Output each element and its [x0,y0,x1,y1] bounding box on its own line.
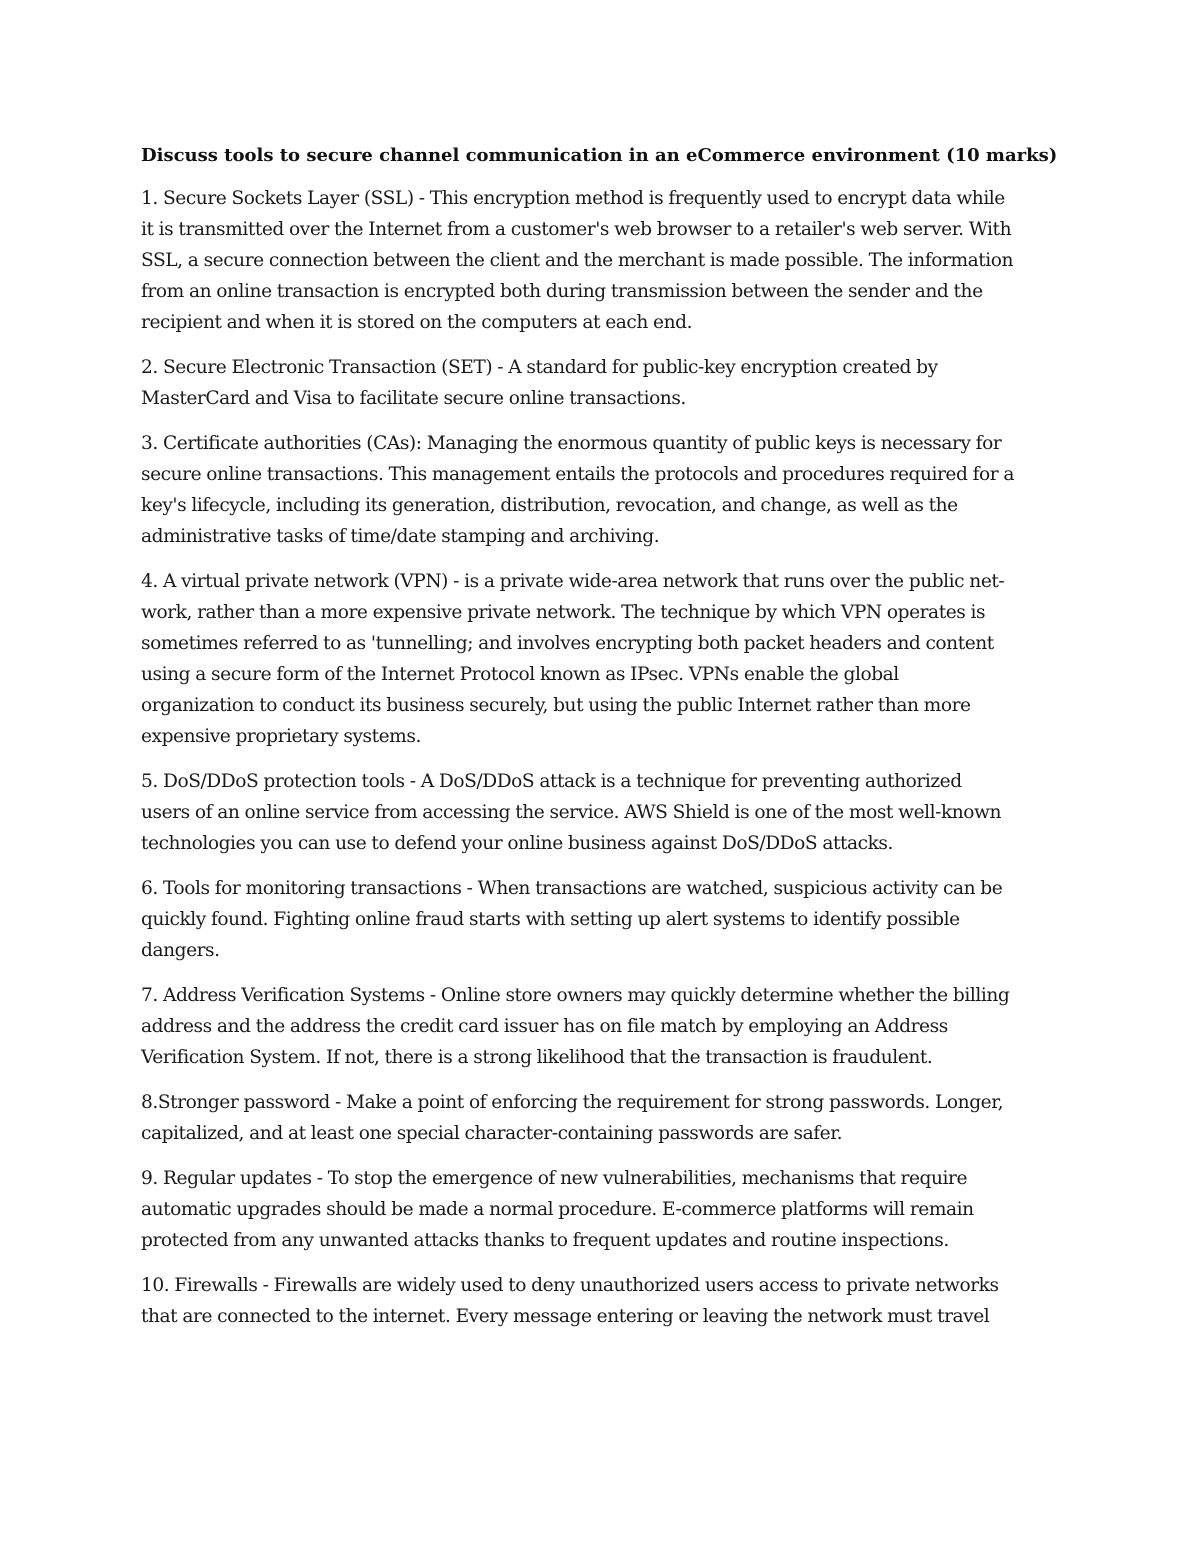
paragraph-item [141,352,1060,414]
paragraph-item [141,873,1060,966]
paragraph-item [141,980,1060,1073]
paragraph-line: 2. Secure Electronic Transaction (SET) - A standard for public-key encryption created by [141,357,938,378]
paragraph-line: sometimes referred to as 'tunnelling; and involves encrypting both packet headers and content [141,633,994,654]
paragraph-line: administrative tasks of time/date stamping and archiving. [141,526,660,547]
paragraph-item [141,183,1060,338]
paragraph-line: automatic upgrades should be made a normal procedure. E-commerce platforms will remain [141,1199,974,1220]
paragraph-line: SSL, a secure connection between the client and the merchant is made possible. The information [141,250,1014,271]
paragraph-line: 1. Secure Sockets Layer (SSL) - This encryption method is frequently used to encrypt data while [141,188,1005,209]
paragraph-line: Verification System. If not, there is a strong likelihood that the transaction is fraudulent. [141,1047,933,1068]
document-heading: Discuss tools to secure channel communication in an eCommerce environment (10 marks) [141,145,1058,166]
paragraph-line: 3. Certificate authorities (CAs): Managing the enormous quantity of public keys is necessary for [141,433,1002,454]
paragraph-line: 5. DoS/DDoS protection tools - A DoS/DDoS attack is a technique for preventing authorized [141,771,962,792]
paragraph-item [141,1270,1060,1332]
paragraph-line: that are connected to the internet. Every message entering or leaving the network must travel [141,1306,990,1327]
paragraph-line: work, rather than a more expensive private network. The technique by which VPN operates is [141,602,986,623]
paragraph-line: secure online transactions. This management entails the protocols and procedures required for a [141,464,1014,485]
paragraph-line: 8.Stronger password - Make a point of enforcing the requirement for strong passwords. Longer, [141,1092,1004,1113]
paragraph-line: 4. A virtual private network (VPN) - is a private wide-area network that runs over the public net- [141,571,1005,592]
paragraph-line: address and the address the credit card issuer has on file match by employing an Address [141,1016,948,1037]
paragraph-line: key's lifecycle, including its generation, distribution, revocation, and change, as well as the [141,495,958,516]
paragraph-line: using a secure form of the Internet Protocol known as IPsec. VPNs enable the global [141,664,899,685]
paragraph-line: 7. Address Verification Systems - Online store owners may quickly determine whether the billing [141,985,1010,1006]
paragraph-line: protected from any unwanted attacks thanks to frequent updates and routine inspections. [141,1230,949,1251]
paragraph-line: from an online transaction is encrypted both during transmission between the sender and the [141,281,983,302]
paragraph-line: capitalized, and at least one special character-containing passwords are safer. [141,1123,843,1144]
paragraph-line: recipient and when it is stored on the computers at each end. [141,312,693,333]
paragraph-line: organization to conduct its business securely, but using the public Internet rather than more [141,695,971,716]
paragraph-item [141,766,1060,859]
paragraph-list [141,183,1060,1332]
paragraph-item [141,566,1060,752]
paragraph-item [141,1163,1060,1256]
paragraph-line: expensive proprietary systems. [141,726,421,747]
paragraph-line: it is transmitted over the Internet from a customer's web browser to a retailer's web server. With [141,219,1012,240]
paragraph-item [141,428,1060,552]
paragraph-line: dangers. [141,940,220,961]
paragraph-line: quickly found. Fighting online fraud starts with setting up alert systems to identify possible [141,909,960,930]
paragraph-line: 10. Firewalls - Firewalls are widely used to deny unauthorized users access to private networks [141,1275,999,1296]
paragraph-line: MasterCard and Visa to facilitate secure online transactions. [141,388,686,409]
paragraph-line: 9. Regular updates - To stop the emergence of new vulnerabilities, mechanisms that require [141,1168,968,1189]
paragraph-line: technologies you can use to defend your online business against DoS/DDoS attacks. [141,833,893,854]
paragraph-line: users of an online service from accessing the service. AWS Shield is one of the most well-known [141,802,1002,823]
paragraph-item [141,1087,1060,1149]
paragraph-line: 6. Tools for monitoring transactions - When transactions are watched, suspicious activity can be [141,878,1003,899]
